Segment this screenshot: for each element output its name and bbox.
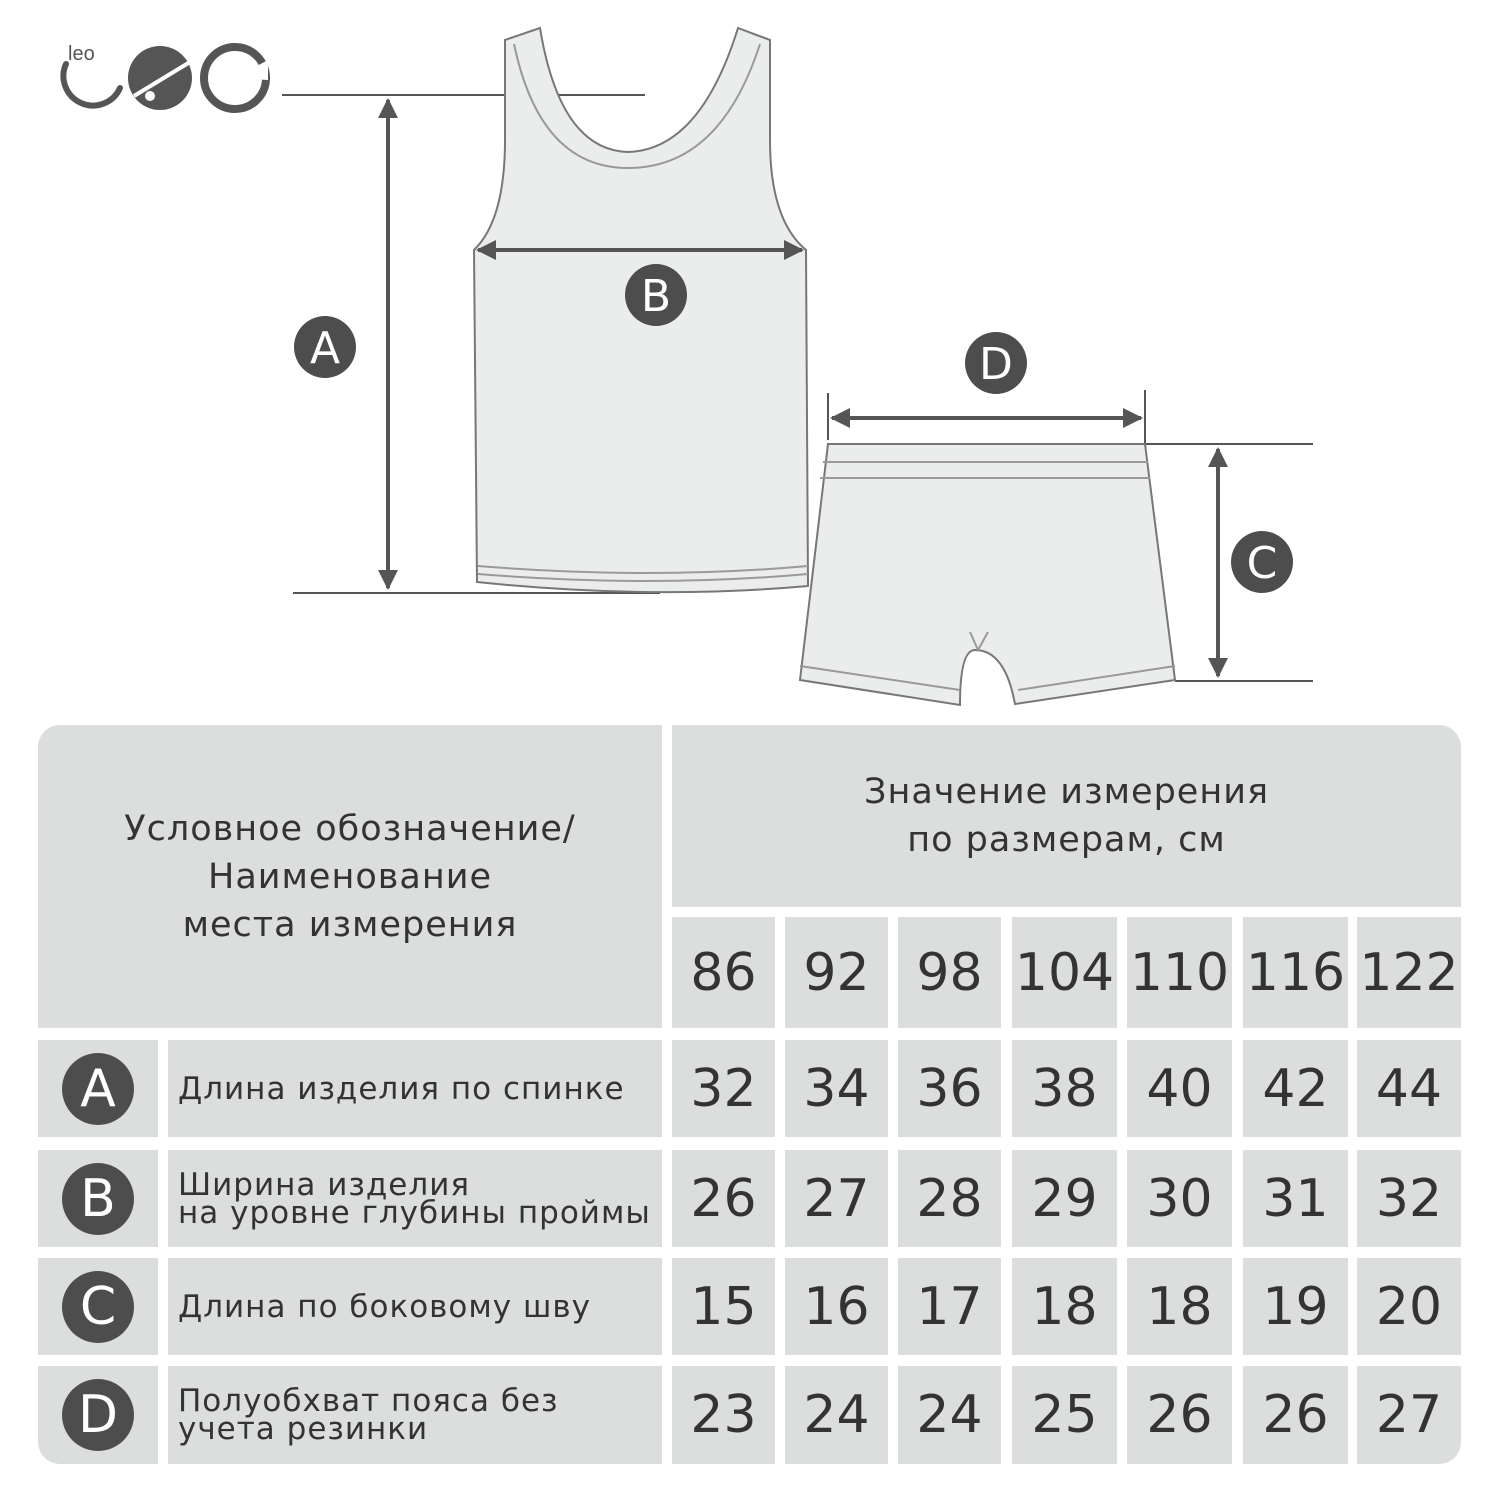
left-header-line: Наименование xyxy=(208,856,492,897)
measurement-value-cell: 27 xyxy=(785,1150,888,1247)
size-header-cell: 92 xyxy=(785,917,888,1028)
measurement-value-cell: 23 xyxy=(672,1366,775,1464)
measurement-label-line: на уровне глубины проймы xyxy=(178,1194,651,1231)
measurement-value-cell: 30 xyxy=(1127,1150,1232,1247)
left-header-line: места измерения xyxy=(182,904,518,945)
brand-logo xyxy=(63,43,268,110)
marker-c-badge xyxy=(1231,531,1293,593)
measurement-label-line: Ширина изделия xyxy=(178,1166,470,1203)
measurement-code-badge: A xyxy=(62,1053,134,1125)
marker-d-badge xyxy=(965,332,1027,394)
svg-text:A: A xyxy=(309,323,341,374)
measurement-value-cell: 26 xyxy=(1127,1366,1232,1464)
right-header-line: Значение измерения xyxy=(864,772,1269,812)
measurement-value-cell: 36 xyxy=(898,1040,1001,1137)
measurement-value-cell: 20 xyxy=(1357,1258,1461,1355)
measurement-value-cell: 24 xyxy=(785,1366,888,1464)
garment-measurement-figure xyxy=(0,0,1501,720)
size-header-cell: 116 xyxy=(1243,917,1348,1028)
measurement-label-cell xyxy=(168,1258,662,1355)
table-left-header xyxy=(38,725,662,1028)
measurement-value-cell: 18 xyxy=(1012,1258,1117,1355)
svg-text:D: D xyxy=(979,339,1013,390)
measurement-value-cell: 38 xyxy=(1012,1040,1117,1137)
measurement-value-cell: 42 xyxy=(1243,1040,1348,1137)
row-code-cell xyxy=(38,1366,158,1464)
measurement-value-cell: 40 xyxy=(1127,1040,1232,1137)
measurement-label-cell xyxy=(168,1040,662,1137)
row-code-cell xyxy=(38,1040,158,1137)
measurement-label-line: Длина изделия по спинке xyxy=(178,1070,625,1107)
size-header-cell: 98 xyxy=(898,917,1001,1028)
measurement-code-badge: C xyxy=(62,1271,134,1343)
measurement-value-cell: 26 xyxy=(672,1150,775,1247)
measurement-value-cell: 32 xyxy=(1357,1150,1461,1247)
measurement-code-badge: D xyxy=(62,1379,134,1451)
size-header-cell: 110 xyxy=(1127,917,1232,1028)
measurement-value-cell: 34 xyxy=(785,1040,888,1137)
row-code-cell xyxy=(38,1258,158,1355)
shorts-drawing xyxy=(800,444,1175,705)
measurement-value-cell: 31 xyxy=(1243,1150,1348,1247)
measurement-value-cell: 15 xyxy=(672,1258,775,1355)
marker-a-badge xyxy=(294,316,356,378)
measurement-value-cell: 29 xyxy=(1012,1150,1117,1247)
size-header-cell: 104 xyxy=(1012,917,1117,1028)
measurement-value-cell: 18 xyxy=(1127,1258,1232,1355)
logo-superscript: leo xyxy=(68,43,95,65)
measurement-value-cell: 17 xyxy=(898,1258,1001,1355)
measurement-label-cell xyxy=(168,1366,662,1464)
right-header-line: по размерам, см xyxy=(907,820,1226,860)
size-header-cell: 86 xyxy=(672,917,775,1028)
svg-text:B: B xyxy=(640,271,672,322)
measurement-value-cell: 26 xyxy=(1243,1366,1348,1464)
measurement-label-line: учета резинки xyxy=(178,1411,429,1447)
measurement-value-cell: 19 xyxy=(1243,1258,1348,1355)
measurement-value-cell: 28 xyxy=(898,1150,1001,1247)
svg-text:C: C xyxy=(1246,538,1278,589)
size-header-cell: 122 xyxy=(1357,917,1461,1028)
measurement-value-cell: 16 xyxy=(785,1258,888,1355)
left-header-line: Условное обозначение/ xyxy=(124,808,576,849)
measurement-label-cell xyxy=(168,1150,662,1247)
measurement-code-badge: B xyxy=(62,1163,134,1235)
measurement-value-cell: 27 xyxy=(1357,1366,1461,1464)
measurement-label-line: Полуобхват пояса без xyxy=(178,1383,559,1419)
table-right-header xyxy=(672,725,1461,907)
measurement-label-line: Длина по боковому шву xyxy=(178,1288,591,1325)
row-code-cell xyxy=(38,1150,158,1247)
measurement-value-cell: 32 xyxy=(672,1040,775,1137)
measurement-value-cell: 24 xyxy=(898,1366,1001,1464)
measurement-value-cell: 44 xyxy=(1357,1040,1461,1137)
measurement-value-cell: 25 xyxy=(1012,1366,1117,1464)
marker-b-badge xyxy=(625,264,687,326)
